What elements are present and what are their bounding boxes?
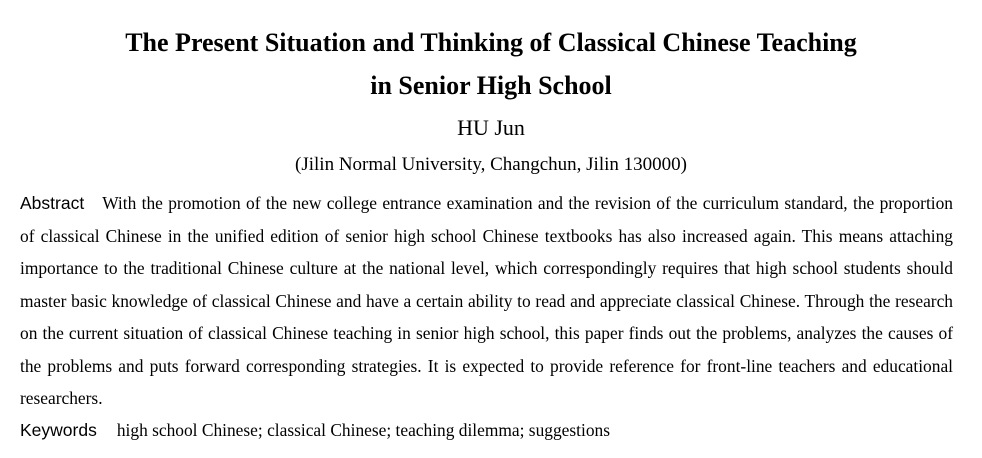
- abstract-text: With the promotion of the new college entrance examination and the revision of the curriculum standard, the proportion of classical Chinese in the unified edition of senior high school Chinese textbooks has also increased again. This means attaching importance to the traditional Chinese culture at the national level, which correspondingly requires that high school students should master basic knowledge of classical Chinese and have a certain ability to read and appreciate classical Chinese. Through the research on the current situation of classical Chinese teaching in senior high school, this paper finds out the problems, analyzes the causes of the problems and puts forward corresponding strategies. It is expected to provide reference for front-line teachers and educational researchers.: [20, 193, 953, 408]
- author-affiliation: (Jilin Normal University, Changchun, Jilin 130000): [295, 154, 687, 175]
- paper-title-line-2: in Senior High School: [370, 71, 612, 100]
- keywords-text: high school Chinese; classical Chinese; teaching dilemma; suggestions: [116, 420, 610, 440]
- author-name: HU Jun: [457, 115, 525, 140]
- abstract-label: Abstract: [20, 193, 85, 213]
- keywords-paragraph: [20, 416, 953, 444]
- keywords-label: Keywords: [20, 420, 97, 440]
- abstract-paragraph: [20, 187, 953, 415]
- paper-title-line-1: The Present Situation and Thinking of Classical Chinese Teaching: [125, 28, 857, 57]
